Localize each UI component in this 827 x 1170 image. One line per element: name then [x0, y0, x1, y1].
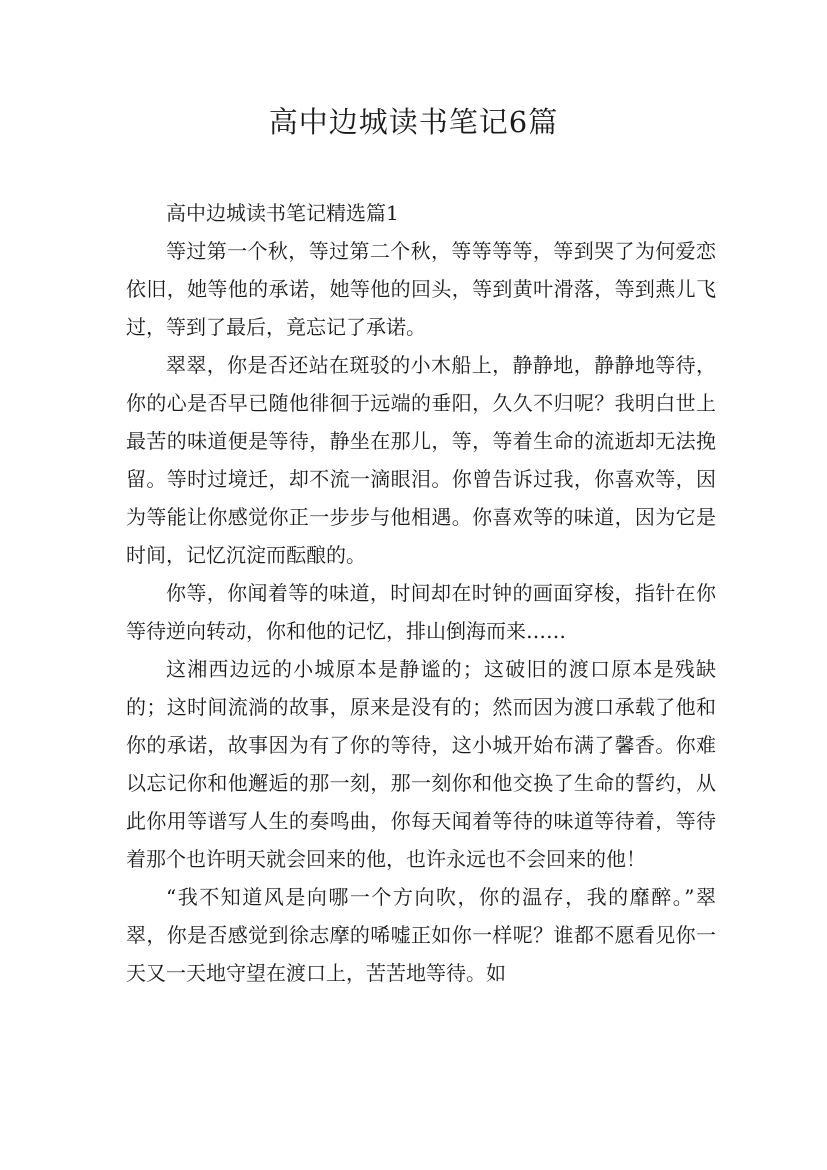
paragraph: 这湘西边远的小城原本是静谧的；这破旧的渡口原本是残缺的；这时间流淌的故事，原来是没有的；然而因为渡口承载了他和你的承诺，故事因为有了你的等待，这小城开始布满了馨香。你难以忘记你和他邂逅的那一刻，那一刻你和他交换了生命的誓约，从此你用等谱写人生的奏鸣曲，你每天闻着等待的味道等待着，等待着那个也许明天就会回来的他，也许永远也不会回来的他！ [126, 657, 716, 871]
paragraph: 等过第一个秋，等过第二个秋，等等等等，等到哭了为何爱恋依旧，她等他的承诺，她等他的回头，等到黄叶滑落，等到燕儿飞过，等到了最后，竟忘记了承诺。 [126, 239, 716, 339]
document-body [126, 194, 716, 992]
section-subheading: 高中边城读书笔记精选篇1 [166, 201, 399, 225]
document-title: 高中边城读书笔记6篇 [268, 105, 559, 139]
paragraph: “我不知道风是向哪一个方向吹，你的温存，我的靡醉。”翠翠，你是否感觉到徐志摩的唏嘘正如你一样呢？谁都不愿看见你一天又一天地守望在渡口上，苦苦地等待。如 [126, 885, 716, 985]
paragraph: 翠翠，你是否还站在斑驳的小木船上，静静地，静静地等待，你的心是否早已随他徘徊于远端的垂阳，久久不归呢？我明白世上最苦的味道便是等待，静坐在那儿，等，等着生命的流逝却无法挽留。等时过境迁，却不流一滴眼泪。你曾告诉过我，你喜欢等，因为等能让你感觉你正一步步与他相遇。你喜欢等的味道，因为它是时间，记忆沉淀而酝酿的。 [126, 353, 716, 567]
paragraph: 你等，你闻着等的味道，时间却在时钟的画面穿梭，指针在你等待逆向转动，你和他的记忆，排山倒海而来…… [126, 581, 716, 643]
